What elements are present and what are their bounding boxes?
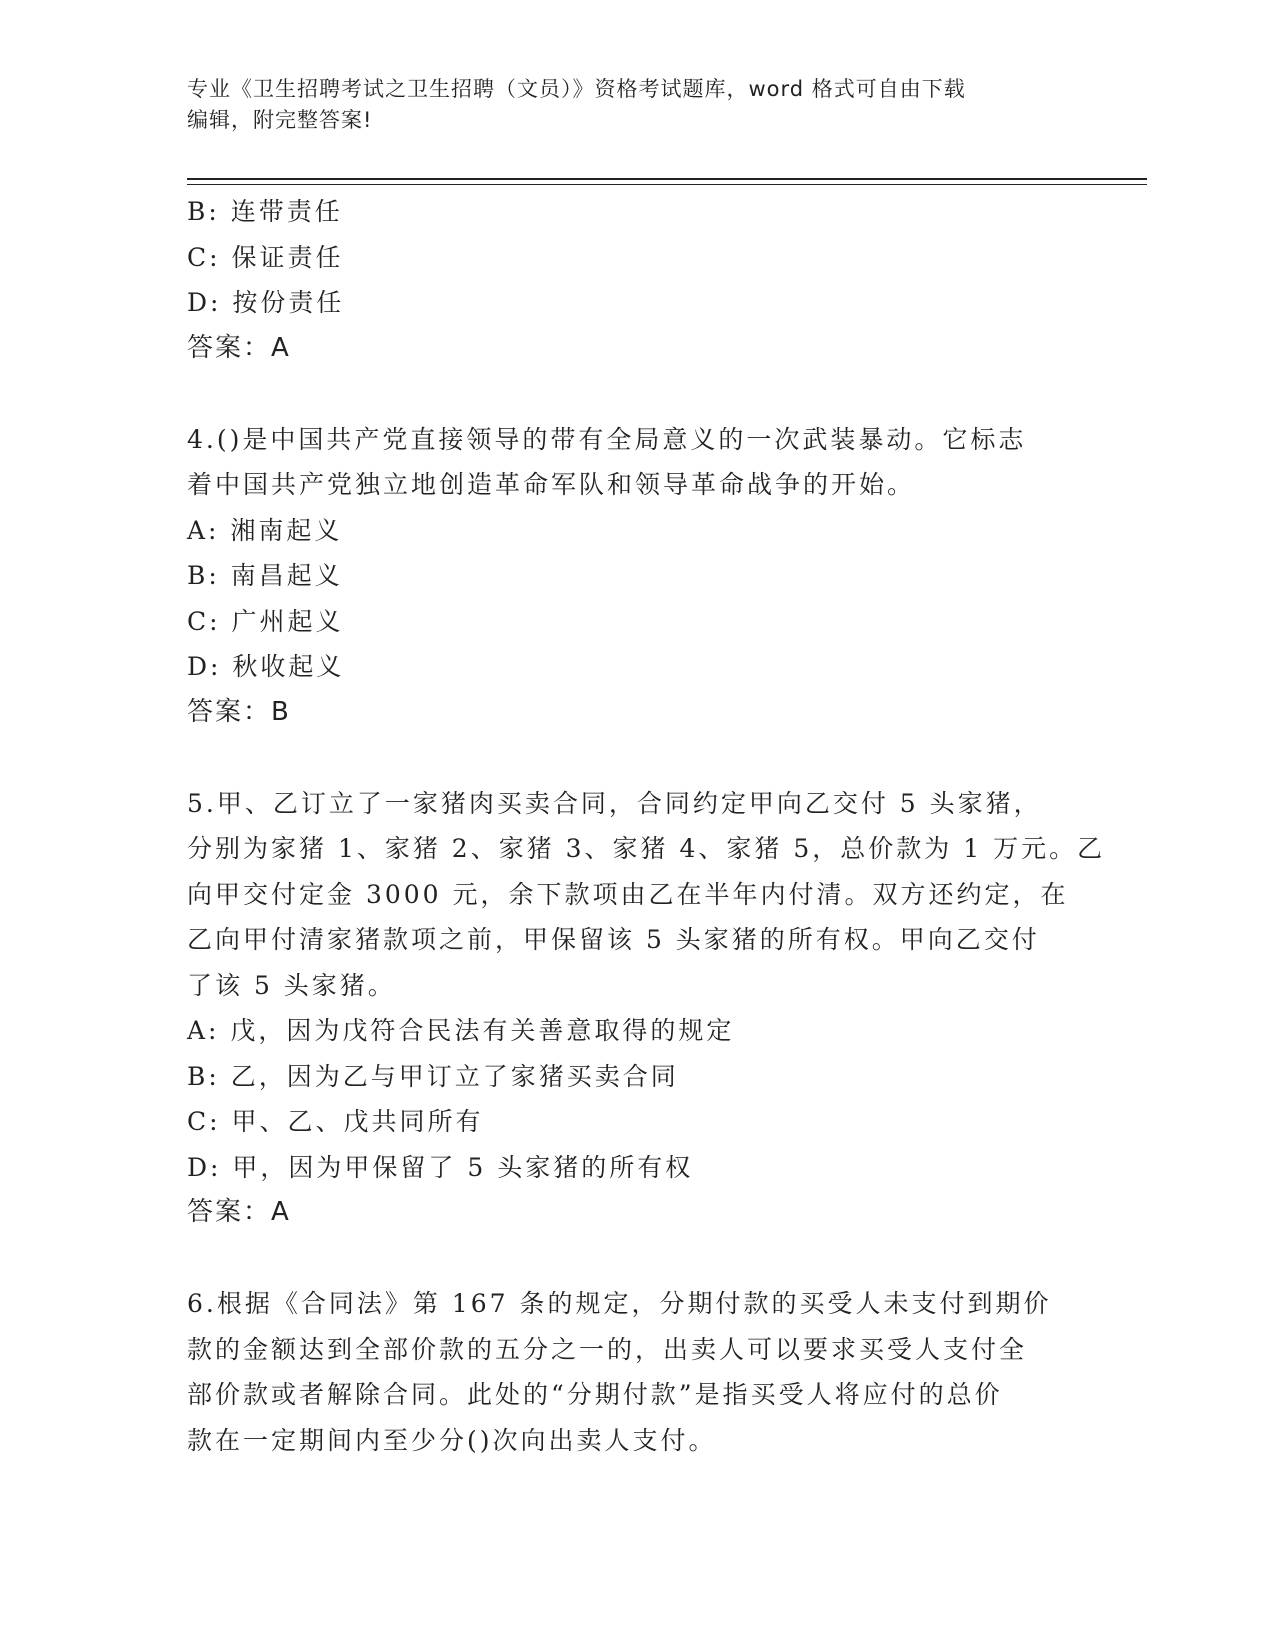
answer-line: 答案：B [187,696,291,727]
header-divider-thick [187,178,1147,180]
spacer [187,735,1087,781]
header-line-2: 编辑，附完整答案! [187,108,373,132]
question-5 [187,781,1106,1236]
option-a: A: 戊，因为戊符合民法有关善意取得的规定 [187,1016,735,1045]
header-line-1: 专业《卫生招聘考试之卫生招聘（文员）》资格考试题库，word 格式可自由下载 [187,77,966,101]
option-c: C: 广州起义 [187,606,344,636]
question-3-tail [187,189,1087,371]
option-b: B: 乙，因为乙与甲订立了家猪买卖合同 [187,1061,679,1091]
question-stem-line: 款的金额达到全部价款的五分之一的，出卖人可以要求买受人支付全 [187,1334,1028,1364]
question-stem-line: 5.甲、乙订立了一家猪肉买卖合同，合同约定甲向乙交付 5 头家猪， [187,788,1042,818]
option-a: A: 湘南起义 [187,515,343,545]
question-stem-line: 向甲交付定金 3000 元，余下款项由乙在半年内付清。双方还约定，在 [187,879,1069,909]
spacer [187,1236,1087,1282]
question-6 [187,1281,1087,1463]
question-stem-line: 着中国共产党独立地创造革命军队和领导革命战争的开始。 [187,470,916,499]
header-divider-thin [187,184,1147,185]
option-c: C: 甲、乙、戊共同所有 [187,1107,484,1136]
question-stem-line: 了该 5 头家猪。 [187,970,396,1000]
option-d: D: 按份责任 [187,288,345,317]
question-stem-line: 乙向甲付清家猪款项之前，甲保留该 5 头家猪的所有权。甲向乙交付 [187,925,1040,954]
page-header [187,74,1067,136]
question-stem-line: 部价款或者解除合同。此处的“分期付款”是指买受人将应付的总价 [187,1380,1003,1409]
question-stem-line: 分别为家猪 1、家猪 2、家猪 3、家猪 4、家猪 5，总价款为 1 万元。乙 [187,834,1106,863]
answer-line: 答案：A [187,332,291,363]
option-d: D: 甲，因为甲保留了 5 头家猪的所有权 [187,1152,694,1182]
question-stem-line: 6.根据《合同法》第 167 条的规定，分期付款的买受人未支付到期价 [187,1289,1052,1318]
option-b: B: 连带责任 [187,197,343,226]
spacer [187,371,1087,417]
option-c: C: 保证责任 [187,242,344,272]
option-d: D: 秋收起义 [187,652,345,681]
question-4 [187,417,1087,736]
option-b: B: 南昌起义 [187,561,343,590]
question-content [187,189,1106,1463]
question-stem-line: 款在一定期间内至少分()次向出卖人支付。 [187,1425,717,1455]
question-stem-line: 4.()是中国共产党直接领导的带有全局意义的一次武装暴动。它标志 [187,424,1027,454]
answer-line: 答案：A [187,1197,291,1227]
